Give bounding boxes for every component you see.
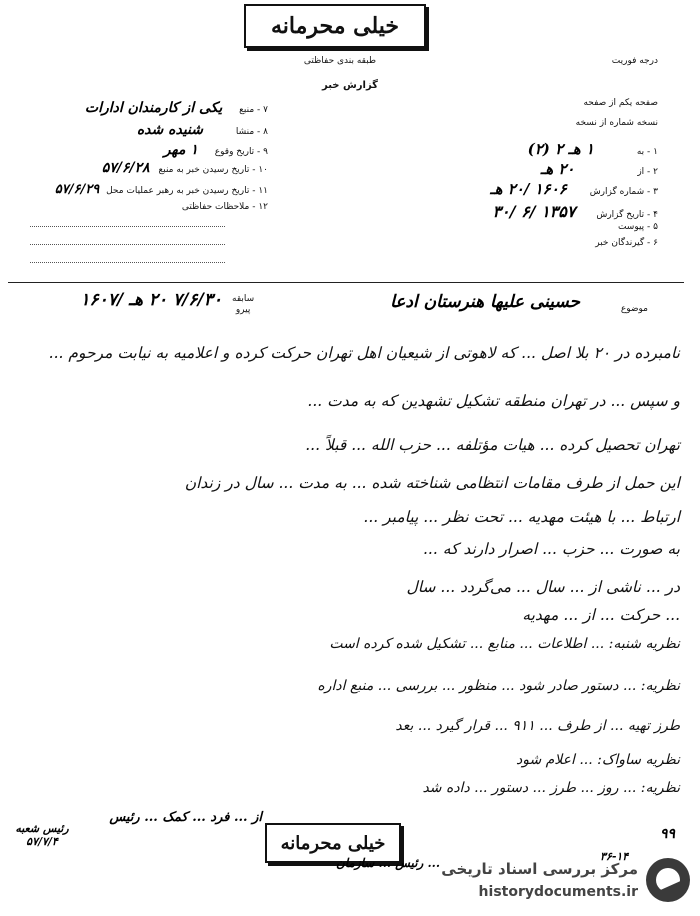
from-field: [388, 160, 658, 178]
signature-main: از ... فرد ... کمک ... رئیس: [109, 810, 262, 825]
report-no-label: ۳ - شماره گزارش: [589, 187, 658, 197]
notes-field: ۱۲ - ملاحظات حفاظتی: [181, 202, 268, 212]
archive-logo-icon: [646, 858, 690, 902]
source-label: ۷ - منبع: [239, 105, 268, 115]
report-no-value: ۱۶۰۶ /۲۰ هـ: [490, 180, 567, 198]
report-no-field: [388, 180, 658, 198]
signature-block: [12, 822, 72, 848]
receipt-date-label: ۱۰ - تاریخ رسیدن خبر به منبع: [158, 165, 268, 175]
notes-dotted-line: [30, 226, 225, 227]
divider: [8, 282, 684, 283]
page-number: ۹۹: [660, 826, 676, 842]
body-line: تهران تحصیل کرده ... هیات مؤتلفه ... حزب الله ... قبلاً ...: [305, 436, 680, 454]
report-date-value: ۱۳۵۷ /۶ /۳۰: [492, 202, 576, 221]
remark-line: نظریه: ... روز ... طرز ... دستور ... داده شد: [422, 780, 680, 796]
attachments-field: ۵ - پیوست: [617, 222, 658, 232]
to-label: ۱ - به: [636, 147, 658, 157]
remark-line: نظریه شنبه: ... اطلاعات ... منابع ... تشکیل شده کرده است: [329, 636, 680, 652]
reference-number: ۳۶-۱۴: [600, 850, 629, 863]
event-date-field: [28, 142, 268, 158]
body-line: ... حرکت ... از ... مهدیه: [522, 606, 680, 624]
report-date-field: [388, 202, 658, 221]
to-value: ۱ هـ ۲ (۲): [527, 140, 594, 158]
body-line: ارتباط ... با هیئت مهدیه ... تحت نظر ... پیامبر ...: [363, 508, 680, 526]
copy-field: نسخه شماره از نسخه: [575, 118, 658, 128]
file-label-secondary: پیرو: [235, 305, 251, 315]
watermark-title: مرکز بررسی اسناد تاریخی: [441, 860, 638, 878]
signature-initials: رئیس شعبه: [15, 822, 69, 835]
classification-label: طبقه بندی حفاظتی: [303, 56, 377, 66]
report-date-label: ۴ - تاریخ گزارش: [596, 210, 658, 220]
ops-date-field: [28, 182, 268, 197]
body-line: این حمل از طرف مقامات انتظامی شناخته شده ... به مدت ... سال در زندان: [184, 474, 680, 492]
event-date-value: ۱ مهر: [163, 142, 198, 158]
origin-field: [28, 122, 268, 138]
file-value: ۷/۶/۳۰ ۲۰ هـ /۱۶۰۷: [80, 290, 222, 310]
origin-label: ۸ - منشا: [235, 127, 268, 137]
remark-line: نظریه: ... دستور صادر شود ... منظور ... بررسی ... منبع اداره: [317, 678, 680, 694]
urgency-label: درجه فوریت: [611, 56, 658, 66]
report-title: گزارش خبر: [321, 80, 378, 91]
body-line: به صورت ... حزب ... اصرار دارند که ...: [423, 540, 680, 558]
notes-dotted-line: [30, 244, 225, 245]
subject-value: حسینی علیها هنرستان ادعا: [390, 292, 580, 312]
body-line: و سپس ... در تهران منطقه تشکیل تشهدین که به مدت ...: [307, 392, 680, 410]
receipt-date-field: [28, 160, 268, 176]
signature-date: ۵۷/۷/۴: [26, 835, 58, 848]
body-line: در ... ناشی از ... سال ... می‌گردد ... سال: [406, 578, 680, 596]
page-field: صفحه یکم از صفحه: [583, 98, 658, 108]
file-label: سابقه: [232, 294, 255, 304]
notes-dotted-line: [30, 262, 225, 263]
source-value: یکی از کارمندان ادارات: [84, 100, 223, 116]
receipt-date-value: ۵۷/۶/۲۸: [101, 160, 150, 176]
to-field: [388, 140, 658, 158]
from-value: ۲۰ هـ: [540, 160, 575, 178]
subject-label: موضوع: [620, 304, 648, 314]
source-field: [28, 100, 268, 116]
top-secret-stamp: خیلی محرمانه: [244, 4, 426, 48]
remark-line: طرز تهیه ... از طرف ... ۹۱۱ ... قرار گیرد ... بعد: [395, 718, 680, 734]
origin-value: شنیده شده: [136, 122, 203, 138]
signature-bottom: ... رئیس ... سازمان: [335, 856, 440, 870]
remark-line: نظریه ساواک: ... اعلام شود: [515, 752, 680, 768]
body-line: نامبرده در ۲۰ بلا اصل ... که لاهوتی از شیعیان اهل تهران حرکت کرده و اعلامیه به نیابت مرحوم ...: [48, 344, 680, 362]
bottom-secret-stamp: خیلی محرمانه: [265, 823, 401, 863]
event-date-label: ۹ - تاریخ وقوع: [214, 147, 268, 157]
watermark-url: historydocuments.ir: [478, 884, 638, 900]
file-labels: [232, 294, 254, 316]
recipients-field: ۶ - گیرندگان خبر: [595, 238, 658, 248]
ops-date-value: ۵۷/۶/۲۹: [54, 182, 100, 197]
ops-date-label: ۱۱ - تاریخ رسیدن خبر به رهبر عملیات محل: [106, 186, 268, 196]
from-label: ۲ - از: [637, 167, 658, 177]
